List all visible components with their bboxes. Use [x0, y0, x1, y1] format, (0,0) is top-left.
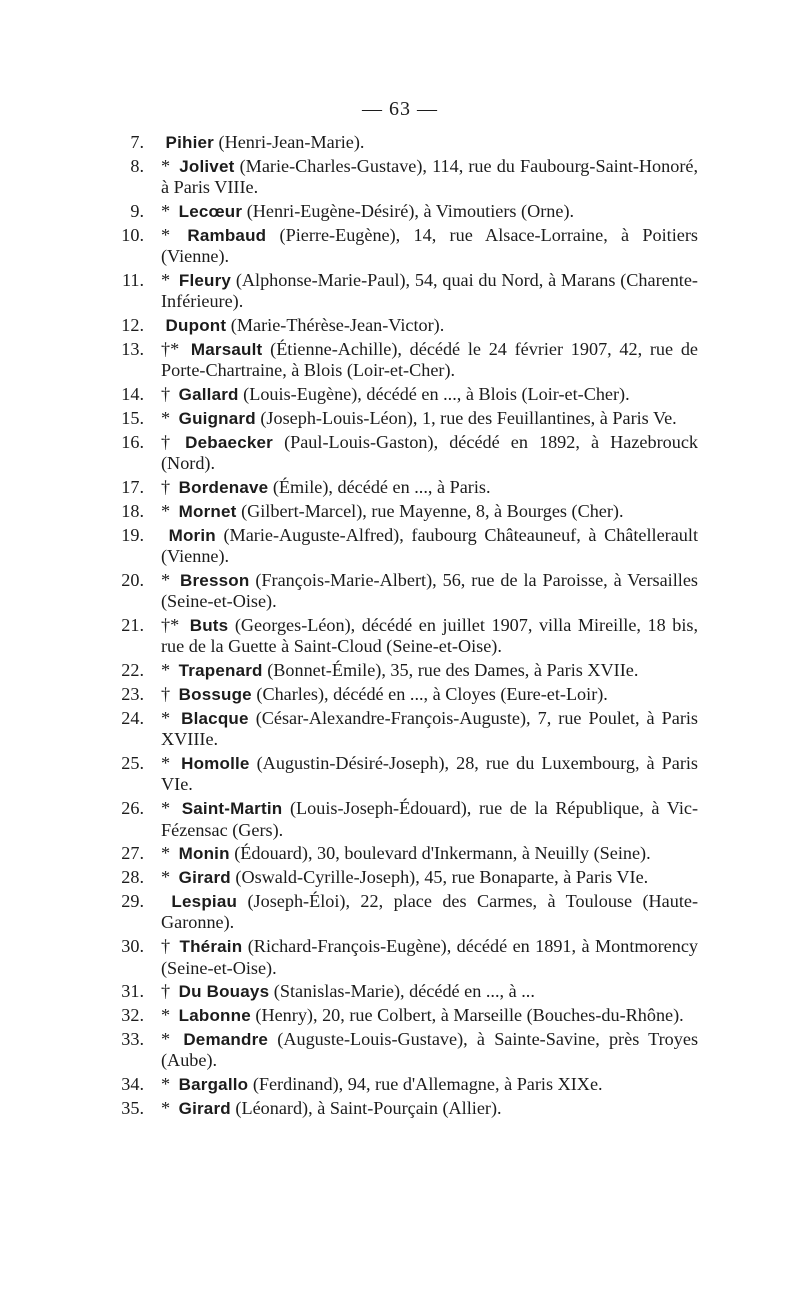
list-item: [108, 477, 698, 498]
list-item: [108, 1074, 698, 1095]
list-item: [108, 1098, 698, 1119]
entry-details: (Louis-Joseph-Édouard), rue de la République, à Vic-Fézensac (Gers).: [161, 798, 699, 840]
entry-number: 26.: [121, 798, 144, 819]
entry-number: 17.: [121, 477, 144, 497]
entry-details: (Joseph-Éloi), 22, place des Carmes, à Toulouse (Haute-Garonne).: [161, 891, 699, 933]
entry-details: (Louis-Eugène), décédé en ..., à Blois (Loir-et-Cher).: [243, 384, 630, 405]
entry-number: 30.: [121, 936, 144, 957]
entry-details: (Joseph-Louis-Léon), 1, rue des Feuillantines, à Paris Ve.: [260, 408, 677, 428]
entry-details: (Paul-Louis-Gaston), décédé en 1892, à Hazebrouck (Nord).: [161, 431, 698, 474]
entry-name: Jolivet: [179, 156, 235, 176]
entry-mark: *: [161, 867, 171, 888]
entry-mark: *: [161, 1029, 171, 1049]
entry-number: 14.: [121, 384, 144, 405]
entry-name: Bordenave: [178, 478, 269, 497]
entry-number: 19.: [121, 524, 144, 545]
entry-details: (Stanislas-Marie), décédé en ..., à ...: [273, 981, 535, 1002]
entry-number: 7.: [130, 132, 144, 152]
entry-mark: *: [161, 224, 171, 245]
entry-mark: †: [161, 936, 171, 957]
list-item: [108, 156, 698, 199]
list-item: [108, 891, 698, 934]
entry-name: Monin: [178, 844, 230, 864]
entry-mark: *: [161, 798, 171, 819]
entry-number: 29.: [121, 891, 144, 911]
list-item: [108, 270, 698, 313]
entry-details: (Bonnet-Émile), 35, rue des Dames, à Paris XVIIe.: [267, 660, 639, 681]
list-item: [108, 384, 698, 405]
entry-number: 23.: [121, 684, 144, 704]
entry-number: 24.: [121, 707, 144, 728]
entry-number: 20.: [121, 569, 144, 590]
entry-mark: †: [161, 684, 171, 704]
list-item: [108, 981, 698, 1002]
entry-number: 22.: [121, 660, 144, 681]
entry-name: Morin: [168, 525, 216, 545]
list-item: [108, 570, 698, 613]
entry-name: Homolle: [181, 754, 250, 773]
entry-details: (Léonard), à Saint-Pourçain (Allier).: [235, 1098, 502, 1118]
entry-name: Buts: [189, 616, 229, 635]
entry-mark: †: [161, 981, 171, 1002]
entry-details: (Marie-Auguste-Alfred), faubourg Châteauneuf, à Châtellerault (Vienne).: [161, 524, 698, 566]
list-item: [108, 867, 698, 888]
entry-name: Bossuge: [178, 685, 252, 704]
list-item: [108, 753, 698, 796]
entry-mark: †: [161, 431, 171, 452]
entry-name: Rambaud: [187, 225, 267, 245]
list-item: [108, 615, 698, 658]
entry-mark: *: [161, 201, 171, 221]
entry-mark: *: [161, 660, 171, 681]
entry-number: 32.: [121, 1005, 144, 1026]
entry-number: 21.: [121, 615, 144, 635]
list-item: [108, 660, 698, 681]
entry-number: 18.: [121, 500, 144, 521]
entry-name: Thérain: [179, 937, 243, 957]
entry-number: 10.: [121, 224, 144, 245]
entry-number: 12.: [121, 315, 144, 336]
entry-mark: †*: [161, 615, 180, 635]
entry-number: 16.: [121, 431, 144, 452]
entry-details: (Henry), 20, rue Colbert, à Marseille (Bouches-du-Rhône).: [255, 1005, 684, 1026]
entry-name: Marsault: [190, 340, 263, 359]
entry-name: Girard: [178, 1099, 231, 1118]
entry-details: (Gilbert-Marcel), rue Mayenne, 8, à Bourges (Cher).: [241, 500, 624, 521]
entry-name: Lespiau: [171, 892, 238, 911]
entry-details: (Auguste-Louis-Gustave), à Sainte-Savine, près Troyes (Aube).: [161, 1029, 699, 1071]
entry-name: Saint-Martin: [181, 799, 283, 819]
entry-number: 35.: [121, 1098, 144, 1118]
entry-details: (Oswald-Cyrille-Joseph), 45, rue Bonaparte, à Paris VIe.: [235, 867, 649, 888]
list-item: [108, 525, 698, 568]
entry-name: Mornet: [178, 501, 237, 521]
entry-name: Demandre: [183, 1030, 269, 1049]
entry-details: (Augustin-Désiré-Joseph), 28, rue du Luxembourg, à Paris VIe.: [161, 753, 699, 795]
entry-details: (Marie-Thérèse-Jean-Victor).: [230, 315, 445, 336]
entry-details: (Georges-Léon), décédé en juillet 1907, villa Mireille, 18 bis, rue de la Guette à Saint-Cloud (Seine-et-Oise).: [161, 615, 698, 657]
entry-details: (Pierre-Eugène), 14, rue Alsace-Lorraine, à Poitiers (Vienne).: [161, 224, 698, 267]
page-number: — 63 —: [362, 98, 438, 120]
list-item: [108, 339, 698, 382]
entry-name: Girard: [178, 868, 231, 888]
list-item: [108, 684, 698, 705]
entry-name: Blacque: [181, 708, 249, 728]
entry-mark: *: [161, 753, 171, 773]
entry-name: Gallard: [178, 385, 239, 405]
entry-mark: *: [161, 707, 171, 728]
entry-number: 33.: [121, 1029, 144, 1049]
entry-mark: *: [161, 408, 171, 428]
list-item: [108, 843, 698, 864]
entry-number: 27.: [121, 843, 144, 864]
entry-mark: *: [161, 155, 171, 176]
list-item: [108, 936, 698, 979]
entry-number: 13.: [121, 339, 144, 359]
entry-details: (Charles), décédé en ..., à Cloyes (Eure-et-Loir).: [256, 684, 608, 704]
entry-number: 9.: [130, 201, 144, 221]
entry-mark: †: [161, 477, 171, 497]
entry-mark: *: [161, 843, 171, 864]
list-item: [108, 201, 698, 222]
entry-details: (Ferdinand), 94, rue d'Allemagne, à Paris XIXe.: [252, 1074, 603, 1095]
list-item: [108, 708, 698, 751]
entry-details: (Émile), décédé en ..., à Paris.: [272, 477, 491, 497]
list-item: [108, 225, 698, 268]
entry-details: (Richard-François-Eugène), décédé en 1891, à Montmorency (Seine-et-Oise).: [161, 936, 699, 978]
list-item: [108, 315, 698, 336]
entry-number: 15.: [121, 408, 144, 428]
list-item: [108, 432, 698, 475]
entry-name: Du Bouays: [178, 982, 270, 1002]
list-item: [108, 408, 698, 429]
list-item: [108, 1029, 698, 1072]
entry-mark: *: [161, 270, 171, 290]
list-item: [108, 1005, 698, 1026]
entry-mark: *: [161, 500, 171, 521]
entry-details: (Étienne-Achille), décédé le 24 février 1907, 42, rue de Porte-Chartraine, à Blois (Loir-et-Cher).: [161, 339, 698, 381]
entry-name: Debaecker: [185, 432, 273, 452]
entry-details: (Henri-Eugène-Désiré), à Vimoutiers (Orne).: [246, 201, 575, 221]
entry-number: 28.: [121, 867, 144, 888]
entry-details: (Marie-Charles-Gustave), 114, rue du Faubourg-Saint-Honoré, à Paris VIIIe.: [161, 155, 698, 198]
entry-name: Fleury: [178, 271, 232, 290]
entry-details: (César-Alexandre-François-Auguste), 7, rue Poulet, à Paris XVIIIe.: [161, 707, 699, 750]
entry-name: Pihier: [165, 133, 214, 152]
entry-list: [108, 132, 698, 1122]
entry-mark: †*: [161, 339, 180, 359]
entry-mark: *: [161, 1005, 171, 1026]
entry-details: (Alphonse-Marie-Paul), 54, quai du Nord, à Marans (Charente-Inférieure).: [161, 270, 698, 312]
entry-mark: *: [161, 1074, 171, 1095]
entry-number: 11.: [121, 270, 144, 290]
entry-name: Bresson: [180, 570, 250, 590]
entry-name: Dupont: [165, 316, 227, 336]
entry-name: Trapenard: [178, 661, 263, 681]
entry-details: (François-Marie-Albert), 56, rue de la Paroisse, à Versailles (Seine-et-Oise).: [161, 569, 698, 612]
list-item: [108, 132, 698, 153]
entry-name: Lecœur: [178, 202, 243, 221]
entry-number: 34.: [121, 1074, 144, 1095]
entry-name: Labonne: [178, 1006, 251, 1026]
entry-mark: *: [161, 1098, 171, 1118]
entry-number: 31.: [121, 981, 144, 1002]
entry-mark: †: [161, 384, 171, 405]
entry-mark: *: [161, 569, 171, 590]
entry-name: Bargallo: [178, 1075, 249, 1095]
list-item: [108, 798, 698, 841]
entry-name: Guignard: [178, 409, 256, 428]
list-item: [108, 501, 698, 522]
entry-details: (Édouard), 30, boulevard d'Inkermann, à Neuilly (Seine).: [234, 843, 651, 864]
entry-details: (Henri-Jean-Marie).: [218, 132, 365, 152]
entry-number: 25.: [121, 753, 144, 773]
entry-number: 8.: [130, 155, 144, 176]
